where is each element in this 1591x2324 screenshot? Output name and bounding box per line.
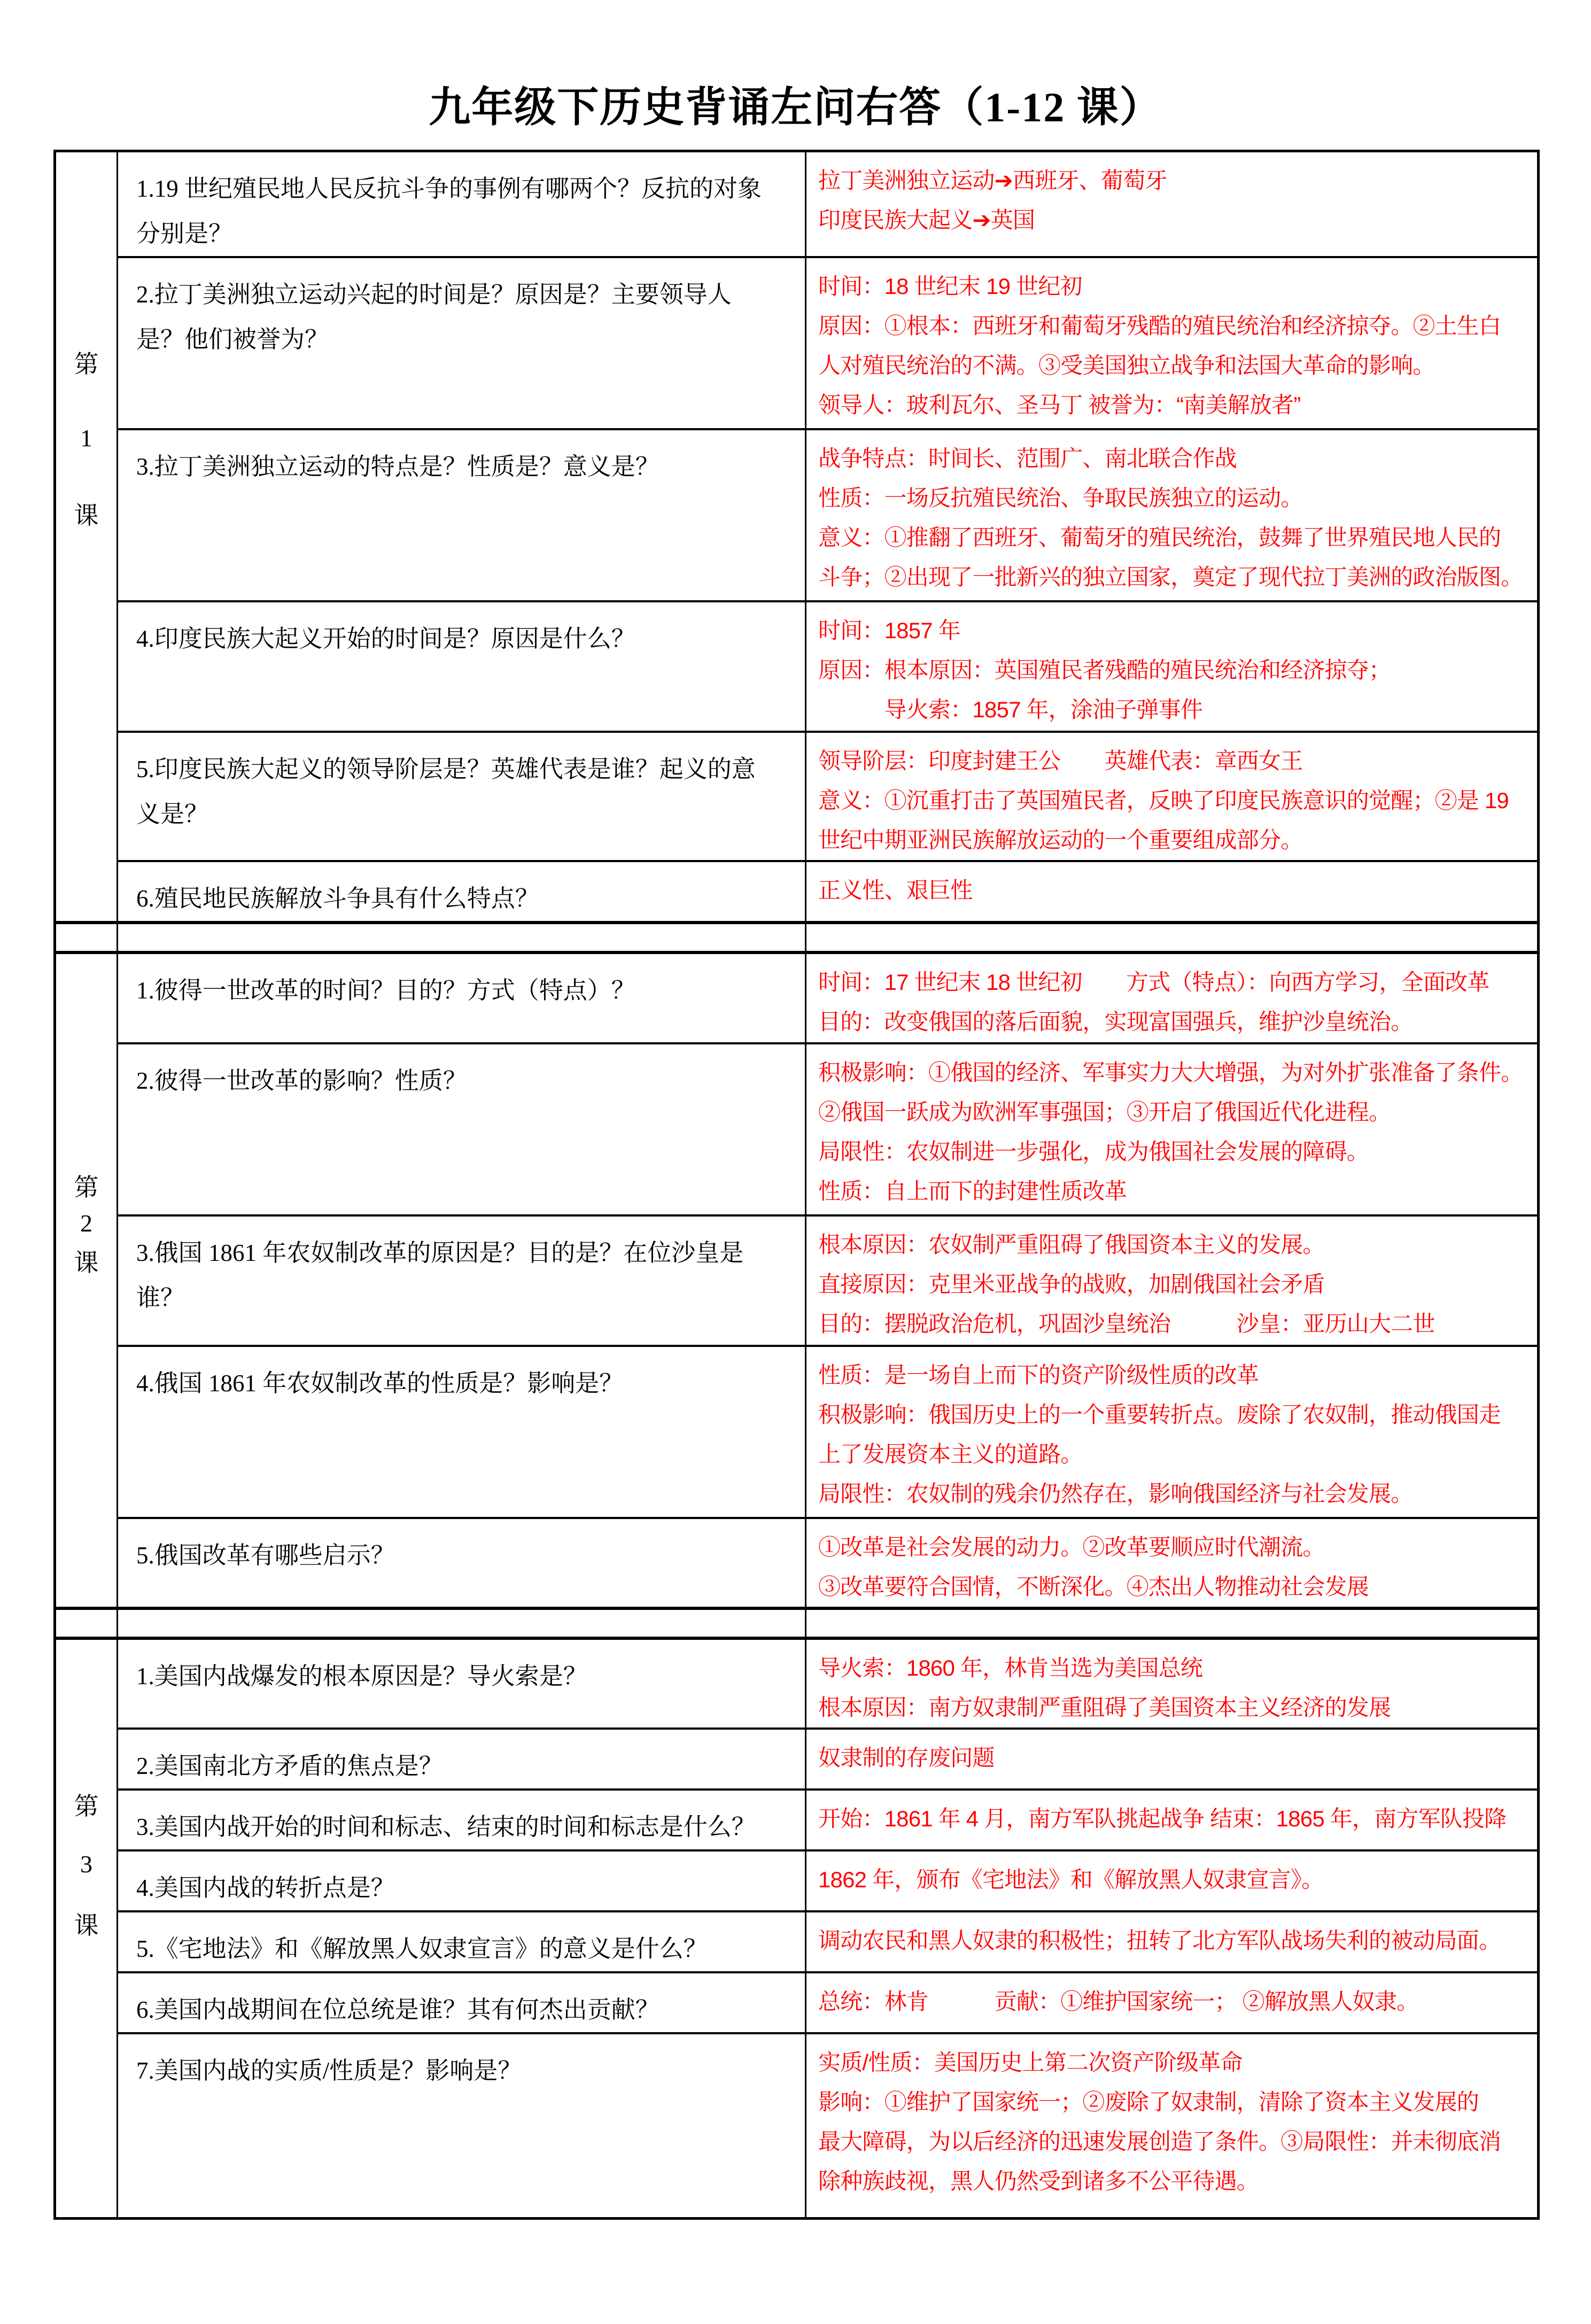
- question-cell: [118, 601, 806, 732]
- answer-line: 性质：一场反抗殖民统治、争取民族独立的运动。: [818, 485, 1303, 510]
- qa-row: [55, 1518, 1539, 1608]
- question-text: 3.俄国 1861 年农奴制改革的原因是？目的是？在位沙皇是谁？: [136, 1240, 744, 1311]
- answer-cell: [806, 1215, 1539, 1346]
- question-cell: [118, 1638, 806, 1729]
- question-cell: [118, 1518, 806, 1608]
- separator-cell: [806, 1608, 1539, 1638]
- answer-line: 除种族歧视，黑人仍然受到诸多不公平待遇。: [818, 2168, 1259, 2194]
- question-cell: [118, 1729, 806, 1790]
- answer-line: ②俄国一跃成为欧洲军事强国；③开启了俄国近代化进程。: [818, 1099, 1391, 1125]
- answer-cell: [806, 1790, 1539, 1850]
- answer-line: 最大障碍，为以后经济的迅速发展创造了条件。③局限性：并未彻底消: [818, 2129, 1501, 2154]
- answer-line: 意义：①沉重打击了英国殖民者，反映了印度民族意识的觉醒；②是 19: [818, 788, 1509, 813]
- answer-cell: [806, 1729, 1539, 1790]
- answer-line: 领导人：玻利瓦尔、圣马丁 被誉为：“南美解放者”: [818, 392, 1301, 417]
- question-cell: [118, 1911, 806, 1972]
- qa-row: [55, 1972, 1539, 2033]
- answer-line: 实质/性质：美国历史上第二次资产阶级革命: [818, 2050, 1243, 2075]
- qa-row: [55, 861, 1539, 923]
- question-text: 2.拉丁美洲独立运动兴起的时间是？原因是？主要领导人是？他们被誉为？: [136, 281, 732, 353]
- lesson-label-char: 第: [74, 350, 99, 378]
- answer-line: 印度民族大起义➔英国: [818, 207, 1035, 233]
- question-cell: [118, 2033, 806, 2218]
- answer-line: 局限性：农奴制进一步强化，成为俄国社会发展的障碍。: [818, 1139, 1369, 1164]
- answer-line: 目的：改变俄国的落后面貌，实现富国强兵，维护沙皇统治。: [818, 1009, 1413, 1034]
- qa-row: [55, 1850, 1539, 1911]
- lesson-label-char: 2: [80, 1209, 92, 1237]
- answer-cell: [806, 952, 1539, 1043]
- question-text: 6.美国内战期间在位总统是谁？其有何杰出贡献？: [136, 1996, 659, 2023]
- answer-line: 战争特点：时间长、范围广、南北联合作战: [818, 446, 1237, 471]
- answer-cell: [806, 2033, 1539, 2218]
- answer-cell: [806, 732, 1539, 861]
- answer-line: 拉丁美洲独立运动➔西班牙、葡萄牙: [818, 168, 1167, 193]
- answer-cell: [806, 1638, 1539, 1729]
- answer-line: 积极影响：俄国历史上的一个重要转折点。废除了农奴制，推动俄国走: [818, 1402, 1501, 1427]
- answer-line: 影响：①维护了国家统一；②废除了奴隶制，清除了资本主义发展的: [818, 2089, 1479, 2114]
- answer-line: 领导阶层：印度封建王公 英雄代表：章西女王: [818, 748, 1303, 773]
- question-text: 4.印度民族大起义开始的时间是？原因是什么？: [136, 625, 635, 652]
- qa-row: [55, 1911, 1539, 1972]
- question-cell: [118, 1215, 806, 1346]
- question-text: 2.彼得一世改革的影响？性质？: [136, 1067, 467, 1094]
- question-text: 1.彼得一世改革的时间？目的？方式（特点）？: [136, 977, 635, 1004]
- lesson-label-char: 第: [74, 1173, 99, 1201]
- separator-cell: [806, 923, 1539, 952]
- question-text: 2.美国南北方矛盾的焦点是？: [136, 1753, 443, 1779]
- question-cell: [118, 861, 806, 923]
- answer-cell: [806, 1043, 1539, 1215]
- question-cell: [118, 257, 806, 429]
- question-cell: [118, 151, 806, 258]
- question-text: 3.美国内战开始的时间和标志、结束的时间和标志是什么？: [136, 1814, 756, 1840]
- question-cell: [118, 732, 806, 861]
- answer-line: 奴隶制的存废问题: [818, 1745, 995, 1770]
- page-title: 九年级下历史背诵左问右答（1-12 课）: [429, 84, 1162, 130]
- answer-line: 意义：①推翻了西班牙、葡萄牙的殖民统治，鼓舞了世界殖民地人民的: [818, 525, 1501, 550]
- lesson-label-char: 课: [74, 1912, 99, 1940]
- answer-cell: [806, 1518, 1539, 1608]
- section-separator-row: [55, 1608, 1539, 1638]
- answer-line: 导火索：1860 年，林肯当选为美国总统: [818, 1655, 1203, 1680]
- qa-row: [55, 1729, 1539, 1790]
- answer-line: 原因：根本原因：英国殖民者残酷的殖民统治和经济掠夺；: [818, 657, 1391, 683]
- question-text: 7.美国内战的实质/性质是？影响是？: [136, 2057, 522, 2084]
- question-cell: [118, 1790, 806, 1850]
- answer-cell: [806, 601, 1539, 732]
- answer-line: 局限性：农奴制的残余仍然存在，影响俄国经济与社会发展。: [818, 1481, 1413, 1506]
- qa-row: [55, 1346, 1539, 1518]
- answer-line: 时间：18 世纪末 19 世纪初: [818, 274, 1082, 299]
- qa-row: [55, 257, 1539, 429]
- question-text: 5.《宅地法》和《解放黑人奴隶宣言》的意义是什么？: [136, 1935, 708, 1962]
- answer-line: 积极影响：①俄国的经济、军事实力大大增强，为对外扩张准备了条件。: [818, 1060, 1523, 1085]
- question-text: 3.拉丁美洲独立运动的特点是？性质是？意义是？: [136, 453, 659, 480]
- answer-line: 性质：是一场自上而下的资产阶级性质的改革: [818, 1362, 1259, 1388]
- answer-line: 根本原因：农奴制严重阻碍了俄国资本主义的发展。: [818, 1232, 1325, 1257]
- qa-row: [55, 1043, 1539, 1215]
- answer-line: 上了发展资本主义的道路。: [818, 1442, 1083, 1467]
- answer-line: 根本原因：南方奴隶制严重阻碍了美国资本主义经济的发展: [818, 1695, 1391, 1720]
- lesson-cell-1: [55, 151, 118, 923]
- lesson-label-char: 1: [80, 424, 92, 452]
- qa-row: [55, 429, 1539, 601]
- answer-line: 直接原因：克里米亚战争的战败，加剧俄国社会矛盾: [818, 1272, 1325, 1297]
- lesson-label-char: 3: [80, 1850, 92, 1878]
- answer-line: 目的：摆脱政治危机，巩固沙皇统治 沙皇：亚历山大二世: [818, 1311, 1435, 1336]
- qa-row: [55, 952, 1539, 1043]
- lesson-cell-3: [55, 1638, 118, 2218]
- answer-cell: [806, 1911, 1539, 1972]
- question-text: 4.俄国 1861 年农奴制改革的性质是？影响是？: [136, 1370, 624, 1397]
- answer-cell: [806, 1346, 1539, 1518]
- question-cell: [118, 952, 806, 1043]
- answer-cell: [806, 1850, 1539, 1911]
- question-cell: [118, 429, 806, 601]
- qa-row: [55, 2033, 1539, 2218]
- qa-row: [55, 1215, 1539, 1346]
- answer-cell: [806, 257, 1539, 429]
- question-text: 1.19 世纪殖民地人民反抗斗争的事例有哪两个？反抗的对象分别是？: [136, 175, 762, 247]
- answer-line: 正义性、艰巨性: [818, 878, 973, 903]
- question-text: 6.殖民地民族解放斗争具有什么特点？: [136, 885, 539, 912]
- question-text: 4.美国内战的转折点是？: [136, 1874, 395, 1901]
- lesson-cell-2: [55, 952, 118, 1608]
- document-page: [0, 74, 1591, 2220]
- answer-line: 总统：林肯 贡献：①维护国家统一； ②解放黑人奴隶。: [818, 1989, 1419, 2014]
- answer-line: 原因：①根本：西班牙和葡萄牙残酷的殖民统治和经济掠夺。②土生白: [818, 313, 1501, 338]
- answer-line: 开始：1861 年 4 月，南方军队挑起战争 结束：1865 年，南方军队投降: [818, 1806, 1507, 1831]
- question-cell: [118, 1043, 806, 1215]
- answer-line: 时间：17 世纪末 18 世纪初 方式（特点）：向西方学习，全面改革: [818, 970, 1489, 995]
- lesson-label-char: 课: [74, 501, 99, 529]
- separator-cell: [118, 1608, 806, 1638]
- answer-line: ①改革是社会发展的动力。②改革要顺应时代潮流。: [818, 1535, 1325, 1560]
- lesson-label-char: 课: [74, 1249, 99, 1276]
- qa-row: [55, 1638, 1539, 1729]
- answer-line: 性质：自上而下的封建性质改革: [818, 1179, 1127, 1204]
- question-cell: [118, 1346, 806, 1518]
- answer-line: 世纪中期亚洲民族解放运动的一个重要组成部分。: [818, 827, 1303, 853]
- lesson-label-char: 第: [74, 1793, 99, 1821]
- qa-row: [55, 151, 1539, 258]
- answer-line: 调动农民和黑人奴隶的积极性；扭转了北方军队战场失利的被动局面。: [818, 1928, 1501, 1953]
- answer-line: 人对殖民统治的不满。③受美国独立战争和法国大革命的影响。: [818, 353, 1435, 378]
- answer-cell: [806, 151, 1539, 258]
- section-separator-row: [55, 923, 1539, 952]
- qa-row: [55, 1790, 1539, 1850]
- separator-cell: [55, 923, 118, 952]
- question-text: 5.俄国改革有哪些启示？: [136, 1542, 395, 1569]
- question-text: 5.印度民族大起义的领导阶层是？英雄代表是谁？起义的意义是？: [136, 756, 756, 827]
- question-cell: [118, 1850, 806, 1911]
- answer-line: 1862 年，颁布《宅地法》和《解放黑人奴隶宣言》。: [818, 1867, 1324, 1892]
- answer-cell: [806, 861, 1539, 923]
- question-text: 1.美国内战爆发的根本原因是？导火索是？: [136, 1663, 587, 1690]
- separator-cell: [55, 1608, 118, 1638]
- answer-cell: [806, 429, 1539, 601]
- question-cell: [118, 1972, 806, 2033]
- qa-row: [55, 732, 1539, 861]
- qa-row: [55, 601, 1539, 732]
- answer-cell: [806, 1972, 1539, 2033]
- answer-line: 导火索：1857 年，涂油子弹事件: [818, 697, 1203, 722]
- separator-cell: [118, 923, 806, 952]
- qa-table: [53, 150, 1540, 2220]
- answer-line: ③改革要符合国情，不断深化。④杰出人物推动社会发展: [818, 1574, 1369, 1599]
- answer-line: 时间：1857 年: [818, 618, 960, 643]
- answer-line: 斗争；②出现了一批新兴的独立国家，奠定了现代拉丁美洲的政治版图。: [818, 564, 1523, 590]
